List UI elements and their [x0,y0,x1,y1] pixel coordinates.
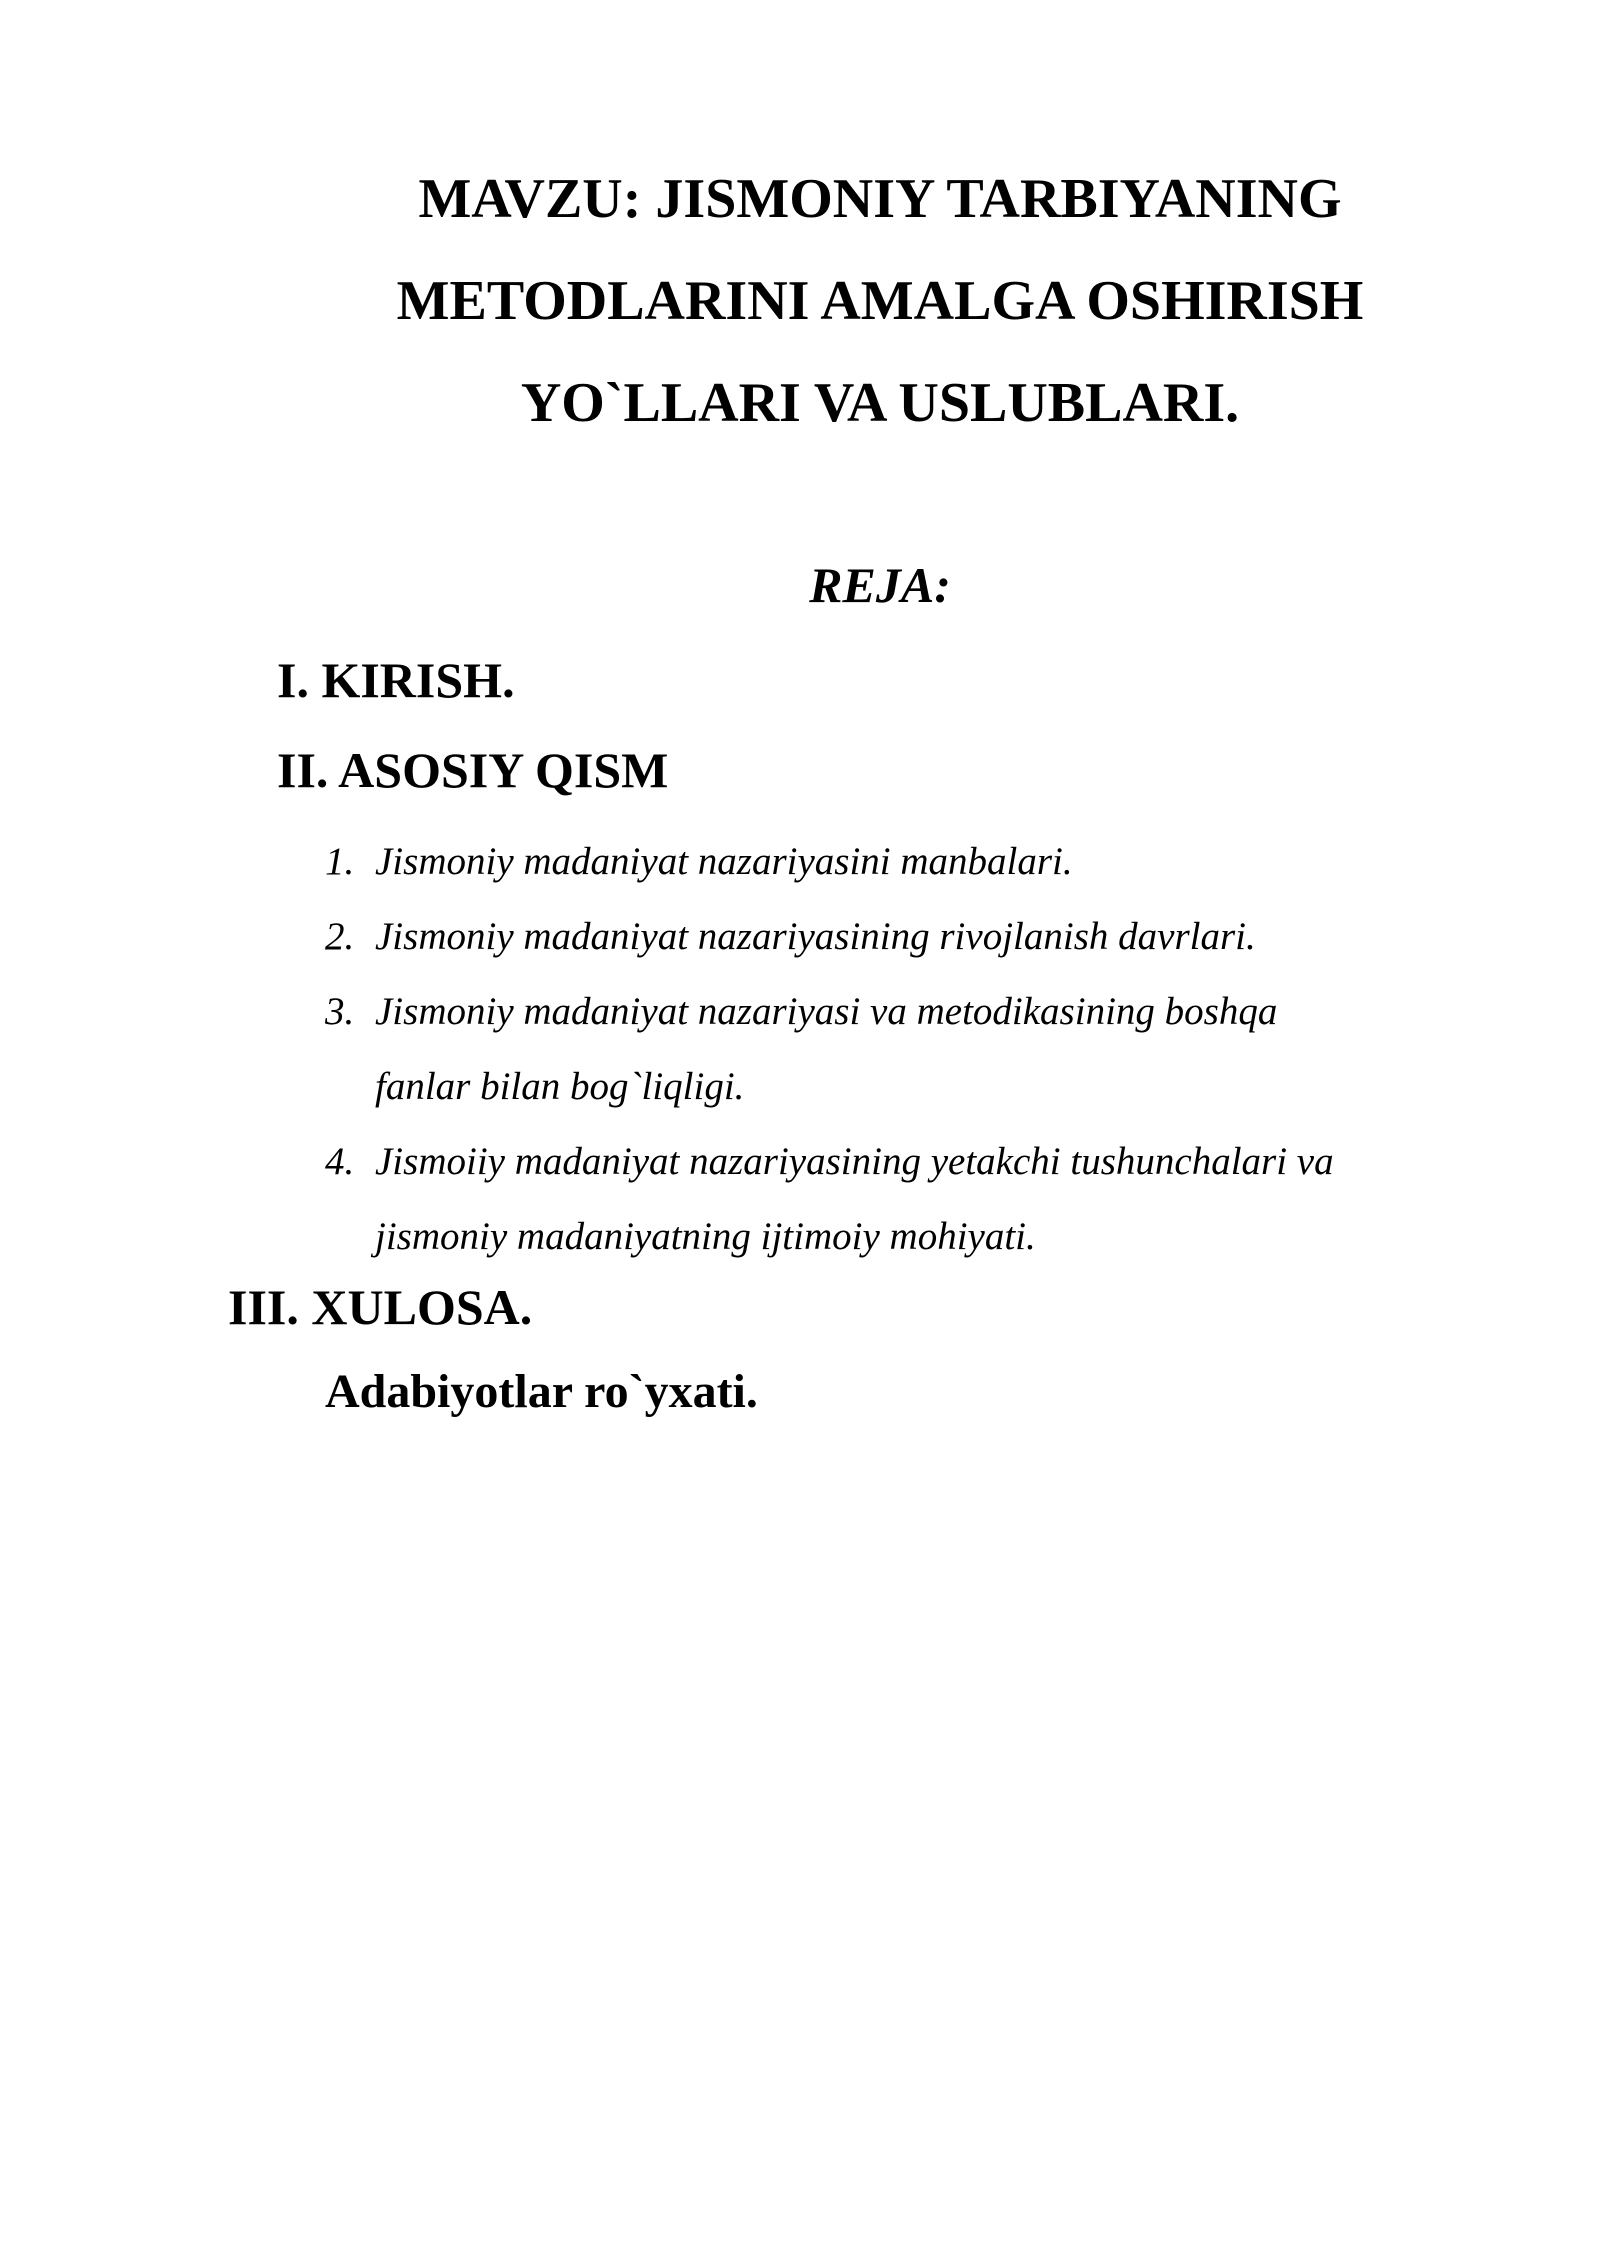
section-intro: I. KIRISH. [277,652,515,708]
list-item-text-continued: fanlar bilan bog`liqligi. [375,1065,745,1108]
list-item-number: 1. [325,840,355,883]
plan-list [325,824,1475,1274]
title-line-1: MAVZU: JISMONIY TARBIYANING [418,168,1342,230]
list-item [325,974,1475,1124]
list-item [325,899,1475,974]
list-item-text-continued: jismoniy madaniyatning ijtimoiy mohiyati. [375,1215,1036,1258]
list-item [325,1124,1475,1274]
plan-heading: REJA: [809,557,951,613]
title-line-2: METODLARINI AMALGA OSHIRISH [396,270,1364,332]
list-item-number: 2. [325,915,355,958]
title-line-3: YO`LLARI VA USLUBLARI. [520,372,1240,434]
list-item-text: Jismoniy madaniyat nazariyasi va metodikasining boshqa [375,990,1278,1033]
list-item [325,824,1475,899]
list-item-text: Jismoniy madaniyat nazariyasini manbalari. [375,840,1073,883]
list-item-number: 4. [325,1140,355,1183]
section-main: II. ASOSIY QISM [277,742,669,798]
section-conclusion: III. XULOSA. [228,1279,533,1335]
section-references: Adabiyotlar ro`yxati. [325,1365,758,1418]
list-item-text: Jismoniy madaniyat nazariyasining rivojlanish davrlari. [375,915,1256,958]
list-item-text: Jismoiiy madaniyat nazariyasining yetakchi tushunchalari va [375,1140,1334,1183]
list-item-number: 3. [325,990,355,1033]
document-title [330,148,1430,454]
